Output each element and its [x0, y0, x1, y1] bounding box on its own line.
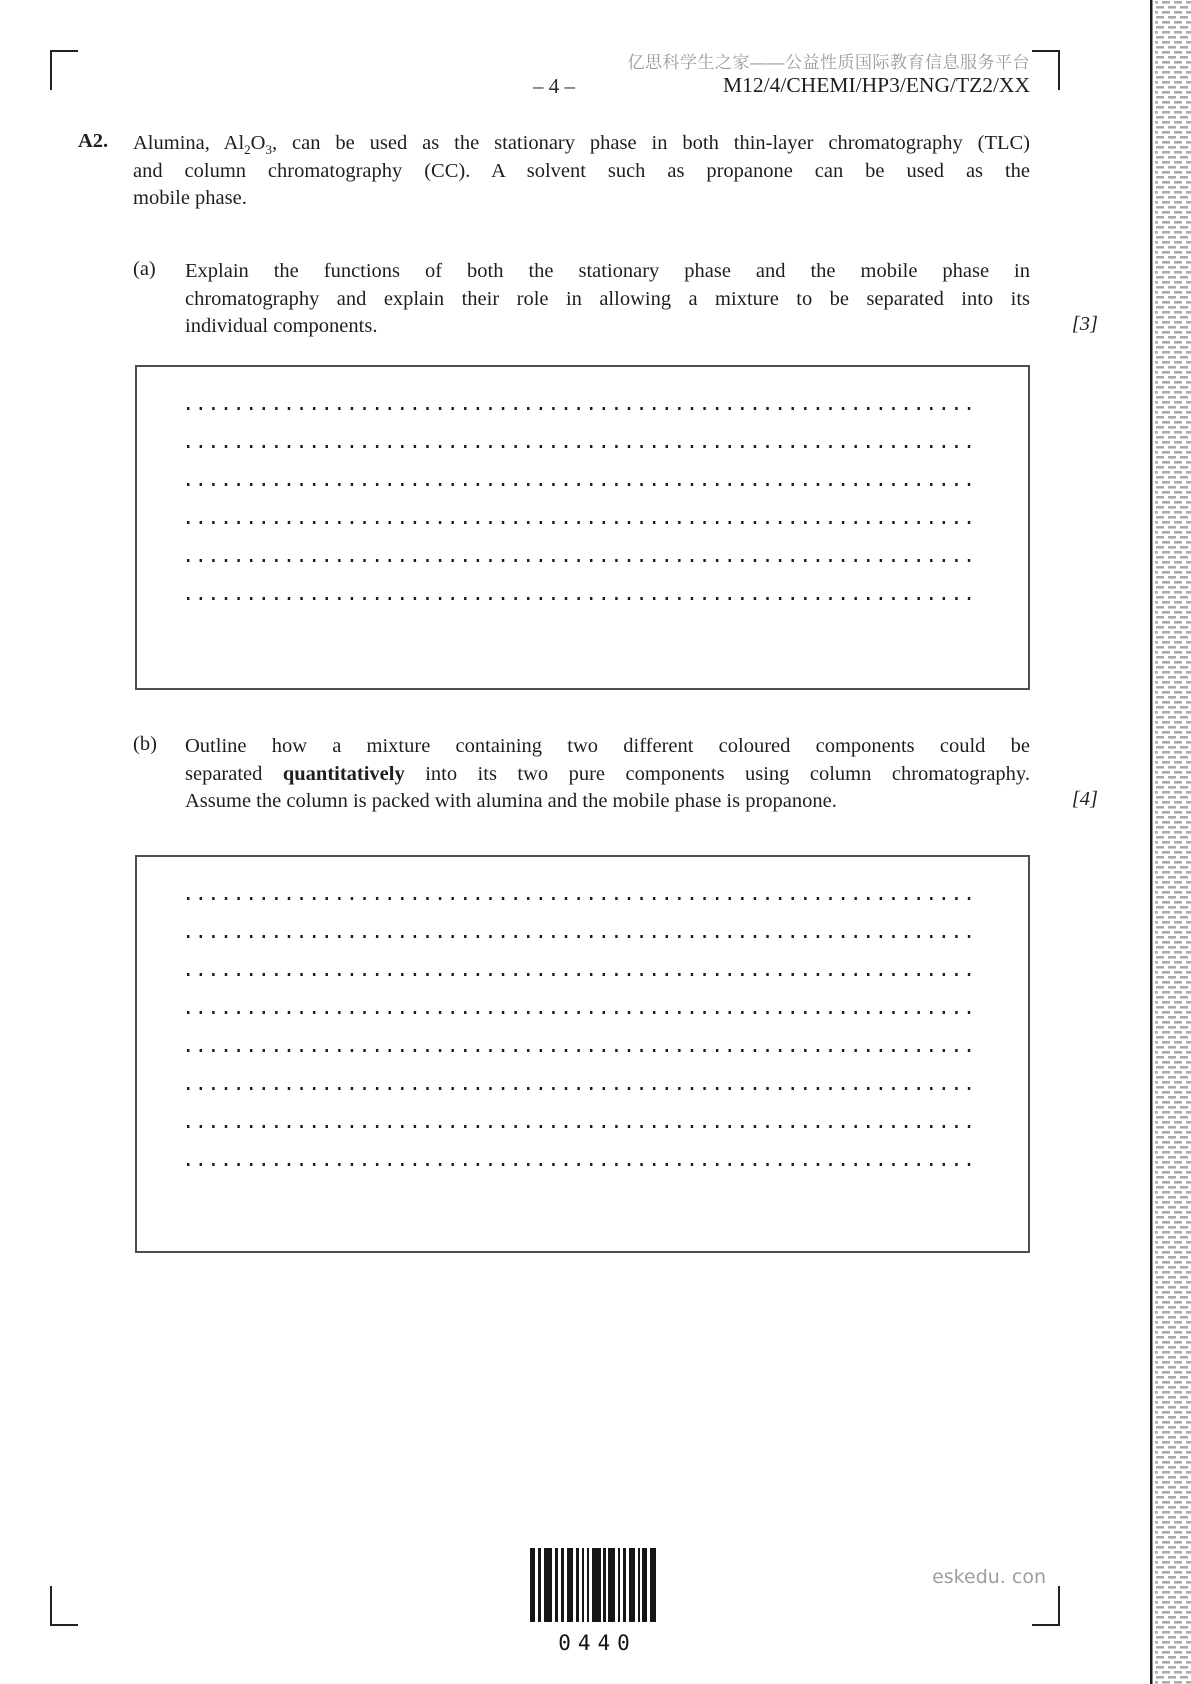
part-b-line-2: separated quantitatively into its two pure components using column chromatography.	[185, 762, 1030, 785]
answer-dotted-line	[187, 407, 980, 410]
answer-dotted-line	[187, 483, 980, 486]
part-a-text	[185, 258, 1030, 341]
answer-dotted-line	[187, 973, 980, 976]
question-intro	[133, 130, 1030, 213]
barcode-block	[528, 1548, 660, 1655]
chinese-watermark: 亿思科学生之家——公益性质国际教育信息服务平台	[627, 53, 1030, 72]
answer-dotted-line	[187, 1125, 980, 1128]
answer-dotted-line	[187, 897, 980, 900]
part-a-line-2: chromatography and explain their role in allowing a mixture to be separated into its	[185, 287, 1030, 310]
bold-keyword: quantitatively	[282, 762, 405, 785]
answer-dotted-line	[187, 1087, 980, 1090]
part-b-label: (b)	[133, 733, 157, 755]
page-number: – 4 –	[533, 74, 575, 98]
question-number: A2.	[78, 130, 109, 152]
part-b-line-1: Outline how a mixture containing two different coloured components could be	[185, 735, 1030, 757]
intro-line-3: mobile phase.	[133, 187, 247, 209]
crop-mark-bottom-right	[1032, 1586, 1060, 1626]
crop-mark-top-right	[1032, 50, 1060, 90]
site-watermark: eskedu. con	[932, 1566, 1046, 1588]
part-a-line-3: individual components.	[185, 315, 378, 337]
answer-dotted-line	[187, 935, 980, 938]
answer-dotted-line	[187, 445, 980, 448]
intro-line-1: Alumina, $Al_2O_3$, can be used as the stationary phase in both thin-layer chromatography (TLC)	[133, 132, 1031, 158]
part-a-label: (a)	[133, 258, 156, 280]
answer-dotted-line	[187, 1011, 980, 1014]
subscript: 2	[244, 142, 251, 158]
crop-mark-bottom-left	[50, 1586, 78, 1626]
answer-dotted-line	[187, 521, 980, 524]
answer-box-a	[135, 365, 1030, 690]
barcode-number: 0440	[558, 1631, 637, 1655]
subscript: 3	[265, 142, 272, 158]
intro-line-2: and column chromatography (CC). A solvent such as propanone can be used as the	[133, 159, 1030, 182]
part-a-line-1: Explain the functions of both the stationary phase and the mobile phase in	[185, 260, 1030, 282]
part-b-text	[185, 733, 1030, 816]
answer-dotted-line	[187, 1163, 980, 1166]
answer-dotted-line	[187, 1049, 980, 1052]
part-b-line-3: Assume the column is packed with alumina and the mobile phase is propanone.	[185, 790, 837, 812]
answer-box-b	[135, 855, 1030, 1253]
answer-dotted-line	[187, 597, 980, 600]
answer-dotted-line	[187, 559, 980, 562]
page-edge-hatch-strip	[1150, 0, 1191, 1684]
part-a-marks: [3]	[1071, 313, 1098, 335]
part-b-marks: [4]	[1071, 788, 1098, 810]
paper-code: M12/4/CHEMI/HP3/ENG/TZ2/XX	[723, 73, 1030, 97]
